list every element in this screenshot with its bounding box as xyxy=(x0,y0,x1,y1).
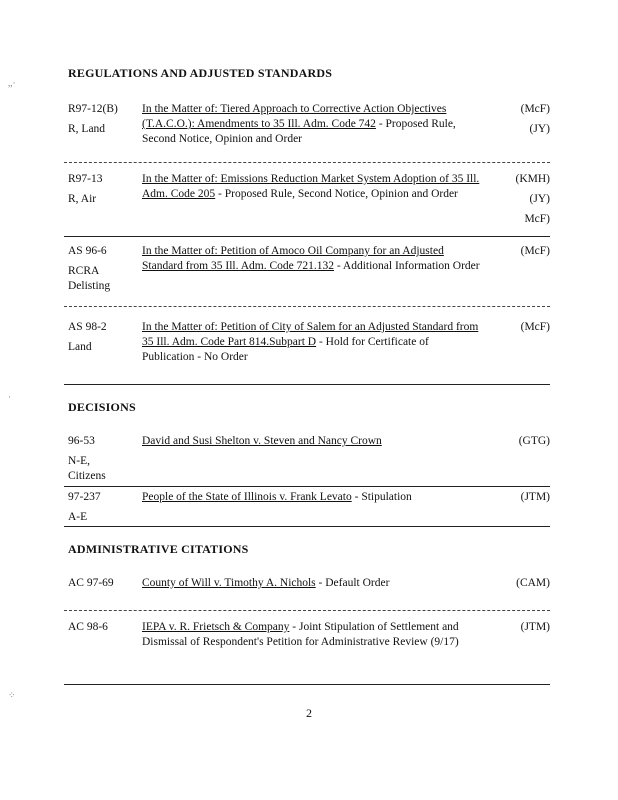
case-title-link[interactable]: IEPA v. R. Frietsch & Company xyxy=(142,621,290,633)
docket-code xyxy=(68,102,140,142)
case-action: - Additional Information Order xyxy=(333,260,480,272)
entry-as-96-6 xyxy=(68,244,550,296)
case-title-link[interactable]: In the Matter of: Emissions Reduction Market System Adoption of 35 Ill. Adm. Code 205 xyxy=(142,173,480,200)
case-description xyxy=(142,172,482,202)
docket-code xyxy=(68,576,140,596)
case-description xyxy=(142,434,482,449)
case-title-link[interactable]: David and Susi Shelton v. Steven and Nancy Crown xyxy=(142,435,382,447)
docket-type: Land xyxy=(68,341,92,353)
row-divider xyxy=(64,162,550,163)
docket-code xyxy=(68,490,140,530)
entry-r97-12b xyxy=(68,102,550,152)
docket-type: RCRA Delisting xyxy=(68,265,111,292)
case-title-link[interactable]: People of the State of Illinois v. Frank Levato xyxy=(142,491,352,503)
docket-number: 97-237 xyxy=(68,491,101,503)
case-description xyxy=(142,576,482,591)
page-number: 2 xyxy=(306,706,312,720)
scan-artifact: ,,· xyxy=(8,78,16,88)
initial: (JY) xyxy=(529,193,550,205)
docket-type: R, Air xyxy=(68,193,97,205)
docket-type: R, Land xyxy=(68,123,106,135)
initial: (JY) xyxy=(529,123,550,135)
section-heading-regulations: REGULATIONS AND ADJUSTED STANDARDS xyxy=(68,66,333,80)
initials xyxy=(490,320,550,340)
docket-number: 96-53 xyxy=(68,435,95,447)
scan-artifact: · xyxy=(8,392,11,402)
initial: (McF) xyxy=(520,321,550,333)
case-action: - Stipulation xyxy=(351,491,412,503)
initials xyxy=(490,102,550,142)
initial: (JTM) xyxy=(520,491,550,503)
case-title-link[interactable]: In the Matter of: Tiered Approach to Corrective Action Objectives (T.A.C.O.): Amendments to 35 Ill. Adm. Code 742 xyxy=(142,103,447,130)
docket-code xyxy=(68,244,140,294)
initials xyxy=(490,490,550,510)
docket-number: AC 97-69 xyxy=(68,577,114,589)
section-heading-administrative-citations: ADMINISTRATIVE CITATIONS xyxy=(68,542,249,556)
docket-code xyxy=(68,434,140,484)
entry-97-237 xyxy=(68,490,550,526)
case-action: - Proposed Rule, Second Notice, Opinion and Order xyxy=(142,118,456,145)
entry-ac-98-6 xyxy=(68,620,550,670)
row-divider xyxy=(64,684,550,685)
initial: (GTG) xyxy=(518,435,550,447)
docket-number: AS 96-6 xyxy=(68,245,107,257)
initials xyxy=(490,576,550,596)
initial: (McF) xyxy=(520,103,550,115)
docket-number: R97-12(B) xyxy=(68,103,118,115)
entry-ac-97-69 xyxy=(68,576,550,602)
initial: (KMH) xyxy=(515,173,550,185)
case-title-link[interactable]: In the Matter of: Petition of City of Salem for an Adjusted Standard from 35 Ill. Adm. Code Part 814.Subpart D xyxy=(142,321,479,348)
section-heading-decisions: DECISIONS xyxy=(68,400,136,414)
case-action: - Default Order xyxy=(315,577,390,589)
initial: (JTM) xyxy=(520,621,550,633)
case-description xyxy=(142,102,482,147)
docket-type: N-E, Citizens xyxy=(68,455,106,482)
case-action: - Hold for Certificate of Publication - No Order xyxy=(142,336,429,363)
case-description xyxy=(142,490,482,505)
case-action: - Joint Stipulation of Settlement and Dismissal of Respondent's Petition for Administrative Review (9/17) xyxy=(142,621,459,648)
row-divider xyxy=(64,486,550,487)
docket-number: AC 98-6 xyxy=(68,621,108,633)
docket-code xyxy=(68,172,140,212)
row-divider xyxy=(64,306,550,307)
scan-artifact: ⁘ xyxy=(8,690,16,700)
case-action: - Proposed Rule, Second Notice, Opinion and Order xyxy=(215,188,458,200)
row-divider xyxy=(64,236,550,237)
docket-number: R97-13 xyxy=(68,173,103,185)
initials xyxy=(490,434,550,454)
entry-as-98-2 xyxy=(68,320,550,370)
initials xyxy=(490,620,550,640)
initial: (CAM) xyxy=(516,577,550,589)
initial: (McF) xyxy=(520,245,550,257)
row-divider xyxy=(64,610,550,611)
initials xyxy=(490,172,550,232)
section-divider xyxy=(64,384,550,385)
case-description xyxy=(142,320,482,365)
case-title-link[interactable]: County of Will v. Timothy A. Nichols xyxy=(142,577,316,589)
case-description xyxy=(142,620,482,650)
case-description xyxy=(142,244,482,274)
section-divider xyxy=(64,526,550,527)
docket-type: A-E xyxy=(68,511,88,523)
entry-r97-13 xyxy=(68,172,550,234)
docket-number: AS 98-2 xyxy=(68,321,107,333)
entry-96-53 xyxy=(68,434,550,482)
initial: McF) xyxy=(524,213,550,225)
docket-code xyxy=(68,620,140,640)
docket-code xyxy=(68,320,140,360)
case-title-link[interactable]: In the Matter of: Petition of Amoco Oil Company for an Adjusted Standard from 35 Ill. Adm. Code 721.132 xyxy=(142,245,444,272)
initials xyxy=(490,244,550,264)
